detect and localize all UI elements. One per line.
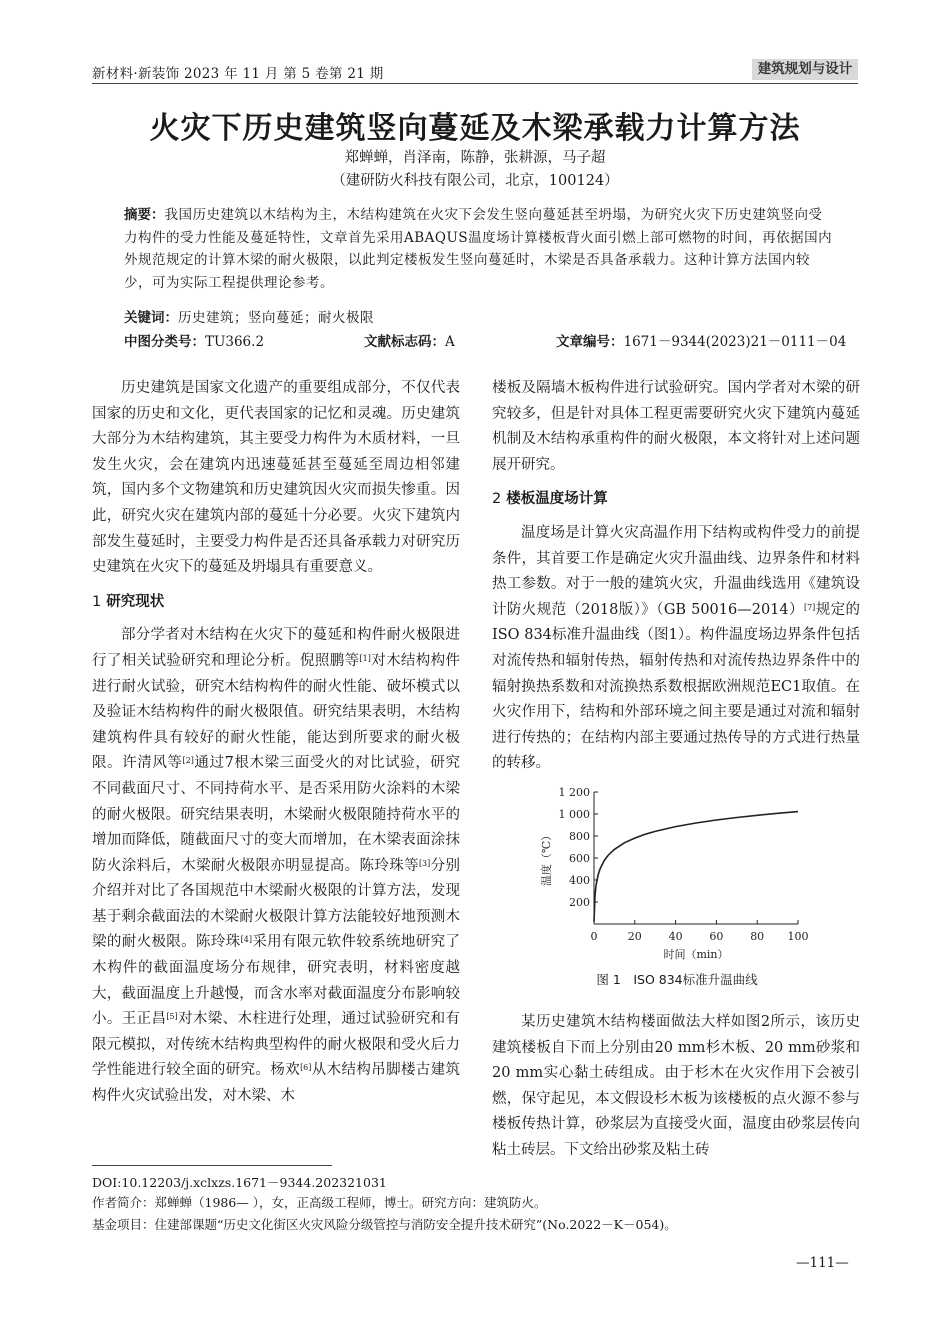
y-tick-label: 800 bbox=[569, 830, 590, 843]
continued-paragraph: 楼板及隔墙木板构件进行试验研究。国内学者对木梁的研究较多，但是针对具体工程更需要研究火灾下建筑内蔓延机制及木结构承重构件的耐火极限，本文将针对上述问题展开研究。 bbox=[492, 380, 860, 473]
intro-paragraph: 历史建筑是国家文化遗产的重要组成部分，不仅代表国家的历史和文化，更代表国家的记忆和灵魂。历史建筑大部分为木结构建筑，其主要受力构件为木质材料，一旦发生火灾，会在建筑内迅速蔓延甚至蔓延至周边相邻建筑，国内多个文物建筑和历史建筑因火灾而损失惨重。因此，研究火灾在建筑内部的蔓延十分必要。火灾下建筑内部发生蔓延时，主要受力构件是否还具备承载力对研究历史建筑在火灾下的蔓延及坍塌具有重要意义。 bbox=[92, 380, 460, 576]
series-line-iso834 bbox=[594, 812, 798, 922]
citation[interactable]: [2] bbox=[182, 756, 194, 766]
abstract-label: 摘要： bbox=[124, 207, 165, 223]
funding: 基金项目：住建部课题“历史文化街区火灾风险分级管控与消防安全提升技术研究”(No.2022－K－054)。 bbox=[92, 1217, 677, 1232]
doi: DOI:10.12203/j.xclxzs.1671－9344.202321031 bbox=[92, 1175, 387, 1190]
x-tick-label: 80 bbox=[750, 930, 765, 943]
affiliation: （建研防火科技有限公司，北京，100124） bbox=[331, 173, 619, 189]
section-1-paragraph: 部分学者对木结构在火灾下的蔓延和构件耐火极限进行了相关试验研究和理论分析。倪照鹏等[1]对木结构构件进行耐火试验，研究木结构构件的耐火性能、破坏模式以及验证木结构构件的耐火极限值。研究结果表明，木结构建筑构件具有较好的耐火性能，能达到所要求的耐火极限。许清风等[2]通过7根木梁三面受火的对比试验，研究不同截面尺寸、不同持荷水平、是否采用防火涂料的木梁的耐火极限。研究结果表明，木梁耐火极限随持荷水平的增加而降低，随截面尺寸的变大而增加，在木梁表面涂抹防火涂料后，木梁耐火极限亦明显提高。陈玲珠等[3]分别介绍并对比了各国规范中木梁耐火极限的计算方法，发现基于剩余截面法的木梁耐火极限计算方法能较好地预测木梁的耐火极限。陈玲珠[4]采用有限元软件较系统地研究了木构件的截面温度场分布规律，研究表明，材料密度越大，截面温度上升越慢，而含水率对截面温度分布影响较小。王正昌[5]对木梁、木柱进行处理，通过试验研究和有限元模拟，对传统木结构典型构件的耐火极限和受火后力学性能进行较全面的研究。杨欢[6]从木结构吊脚楼古建筑构件火灾试验出发，对木梁、木 bbox=[92, 627, 461, 1105]
article-number: 文章编号：1671－9344(2023)21－0111－04 bbox=[556, 334, 847, 350]
abstract bbox=[124, 204, 836, 294]
citation[interactable]: [4] bbox=[240, 935, 252, 945]
citation[interactable]: [3] bbox=[418, 858, 431, 868]
page-number: —111— bbox=[796, 1255, 849, 1271]
document-code: 文献标志码：A bbox=[364, 334, 455, 350]
citation[interactable]: [5] bbox=[166, 1012, 178, 1022]
article-title: 火灾下历史建筑竖向蔓延及木梁承载力计算方法 bbox=[149, 111, 801, 146]
y-tick-label: 1 000 bbox=[558, 808, 590, 821]
citation[interactable]: [7] bbox=[803, 602, 816, 612]
x-tick-label: 0 bbox=[590, 930, 598, 943]
y-axis-label: 温度（℃） bbox=[540, 829, 553, 887]
x-tick-label: 100 bbox=[787, 930, 809, 943]
keywords-label: 关键词： bbox=[124, 310, 178, 326]
section-2-paragraph: 温度场是计算火灾高温作用下结构或构件受力的前提条件，其首要工作是确定火灾升温曲线、边界条件和材料热工参数。对于一般的建筑火灾，升温曲线选用《建筑设计防火规范（2018版）》（GB 50016—2014）[7]规定的ISO 834标准升温曲线（图1）。构件温度场边界条件包括对流传热和辐射传热，辐射传热和对流传热边界条件中的辐射换热系数和对流换热系数根据欧洲规范EC1取值。在火灾作用下，结构和外部环境之间主要是通过对流和辐射进行传热的；在结构内部主要通过热传导的方式进行热量的转移。 bbox=[492, 524, 861, 772]
x-axis-label: 时间（min） bbox=[663, 948, 729, 961]
y-tick-label: 400 bbox=[569, 874, 590, 887]
journal-header: 新材料·新装饰 2023 年 11 月 第 5 卷第 21 期 bbox=[92, 66, 384, 82]
keywords-text: 历史建筑；竖向蔓延；耐火极限 bbox=[178, 310, 374, 326]
iso834-chart bbox=[530, 782, 830, 966]
y-tick-label: 600 bbox=[569, 852, 590, 865]
floor-paragraph: 某历史建筑木结构楼面做法大样如图2所示，该历史建筑楼板自下而上分别由20 mm杉木板、20 mm砂浆和20 mm实心黏土砖组成。由于杉木在火灾作用下会被引燃，保守起见，本文假设杉木板为该楼板的点火源不参与楼板传热计算，砂浆层为直接受火面，温度由砂浆层传向粘土砖层。下文给出砂浆及粘土砖 bbox=[492, 1014, 860, 1158]
footnote-divider bbox=[92, 1165, 332, 1166]
header-divider bbox=[92, 83, 858, 84]
citation[interactable]: [1] bbox=[359, 653, 371, 663]
column-badge: 建筑规划与设计 bbox=[752, 59, 858, 80]
keywords bbox=[124, 306, 374, 326]
x-tick-label: 20 bbox=[627, 930, 642, 943]
citation[interactable]: [6] bbox=[300, 1063, 312, 1073]
section-1-heading: 1 研究现状 bbox=[92, 593, 165, 610]
right-column-after-figure bbox=[492, 1010, 860, 1164]
figure-caption: 图 1 ISO 834标准升温曲线 bbox=[596, 972, 758, 987]
x-tick-label: 60 bbox=[709, 930, 724, 943]
y-tick-label: 200 bbox=[569, 896, 590, 909]
section-2-heading: 2 楼板温度场计算 bbox=[492, 491, 608, 508]
clc-number: 中图分类号：TU366.2 bbox=[124, 334, 265, 350]
author-bio: 作者简介：郑蝉蝉（1986— ），女，正高级工程师，博士。研究方向：建筑防火。 bbox=[92, 1195, 547, 1210]
authors: 郑蝉蝉，肖泽南，陈静，张耕源，马子超 bbox=[344, 150, 606, 166]
right-column bbox=[492, 376, 860, 777]
left-column bbox=[92, 376, 460, 1110]
y-tick-label: 1 200 bbox=[558, 786, 590, 799]
x-tick-label: 40 bbox=[668, 930, 683, 943]
abstract-text: 我国历史建筑以木结构为主，木结构建筑在火灾下会发生竖向蔓延甚至坍塌，为研究火灾下历史建筑竖向受力构件的受力性能及蔓延特性，文章首先采用ABAQUS温度场计算楼板背火面引燃上部可燃物的时间，再依据国内外规范规定的计算木梁的耐火极限，以此判定楼板发生竖向蔓延时，木梁是否具备承载力。这种计算方法国内较少，可为实际工程提供理论参考。 bbox=[124, 207, 833, 291]
